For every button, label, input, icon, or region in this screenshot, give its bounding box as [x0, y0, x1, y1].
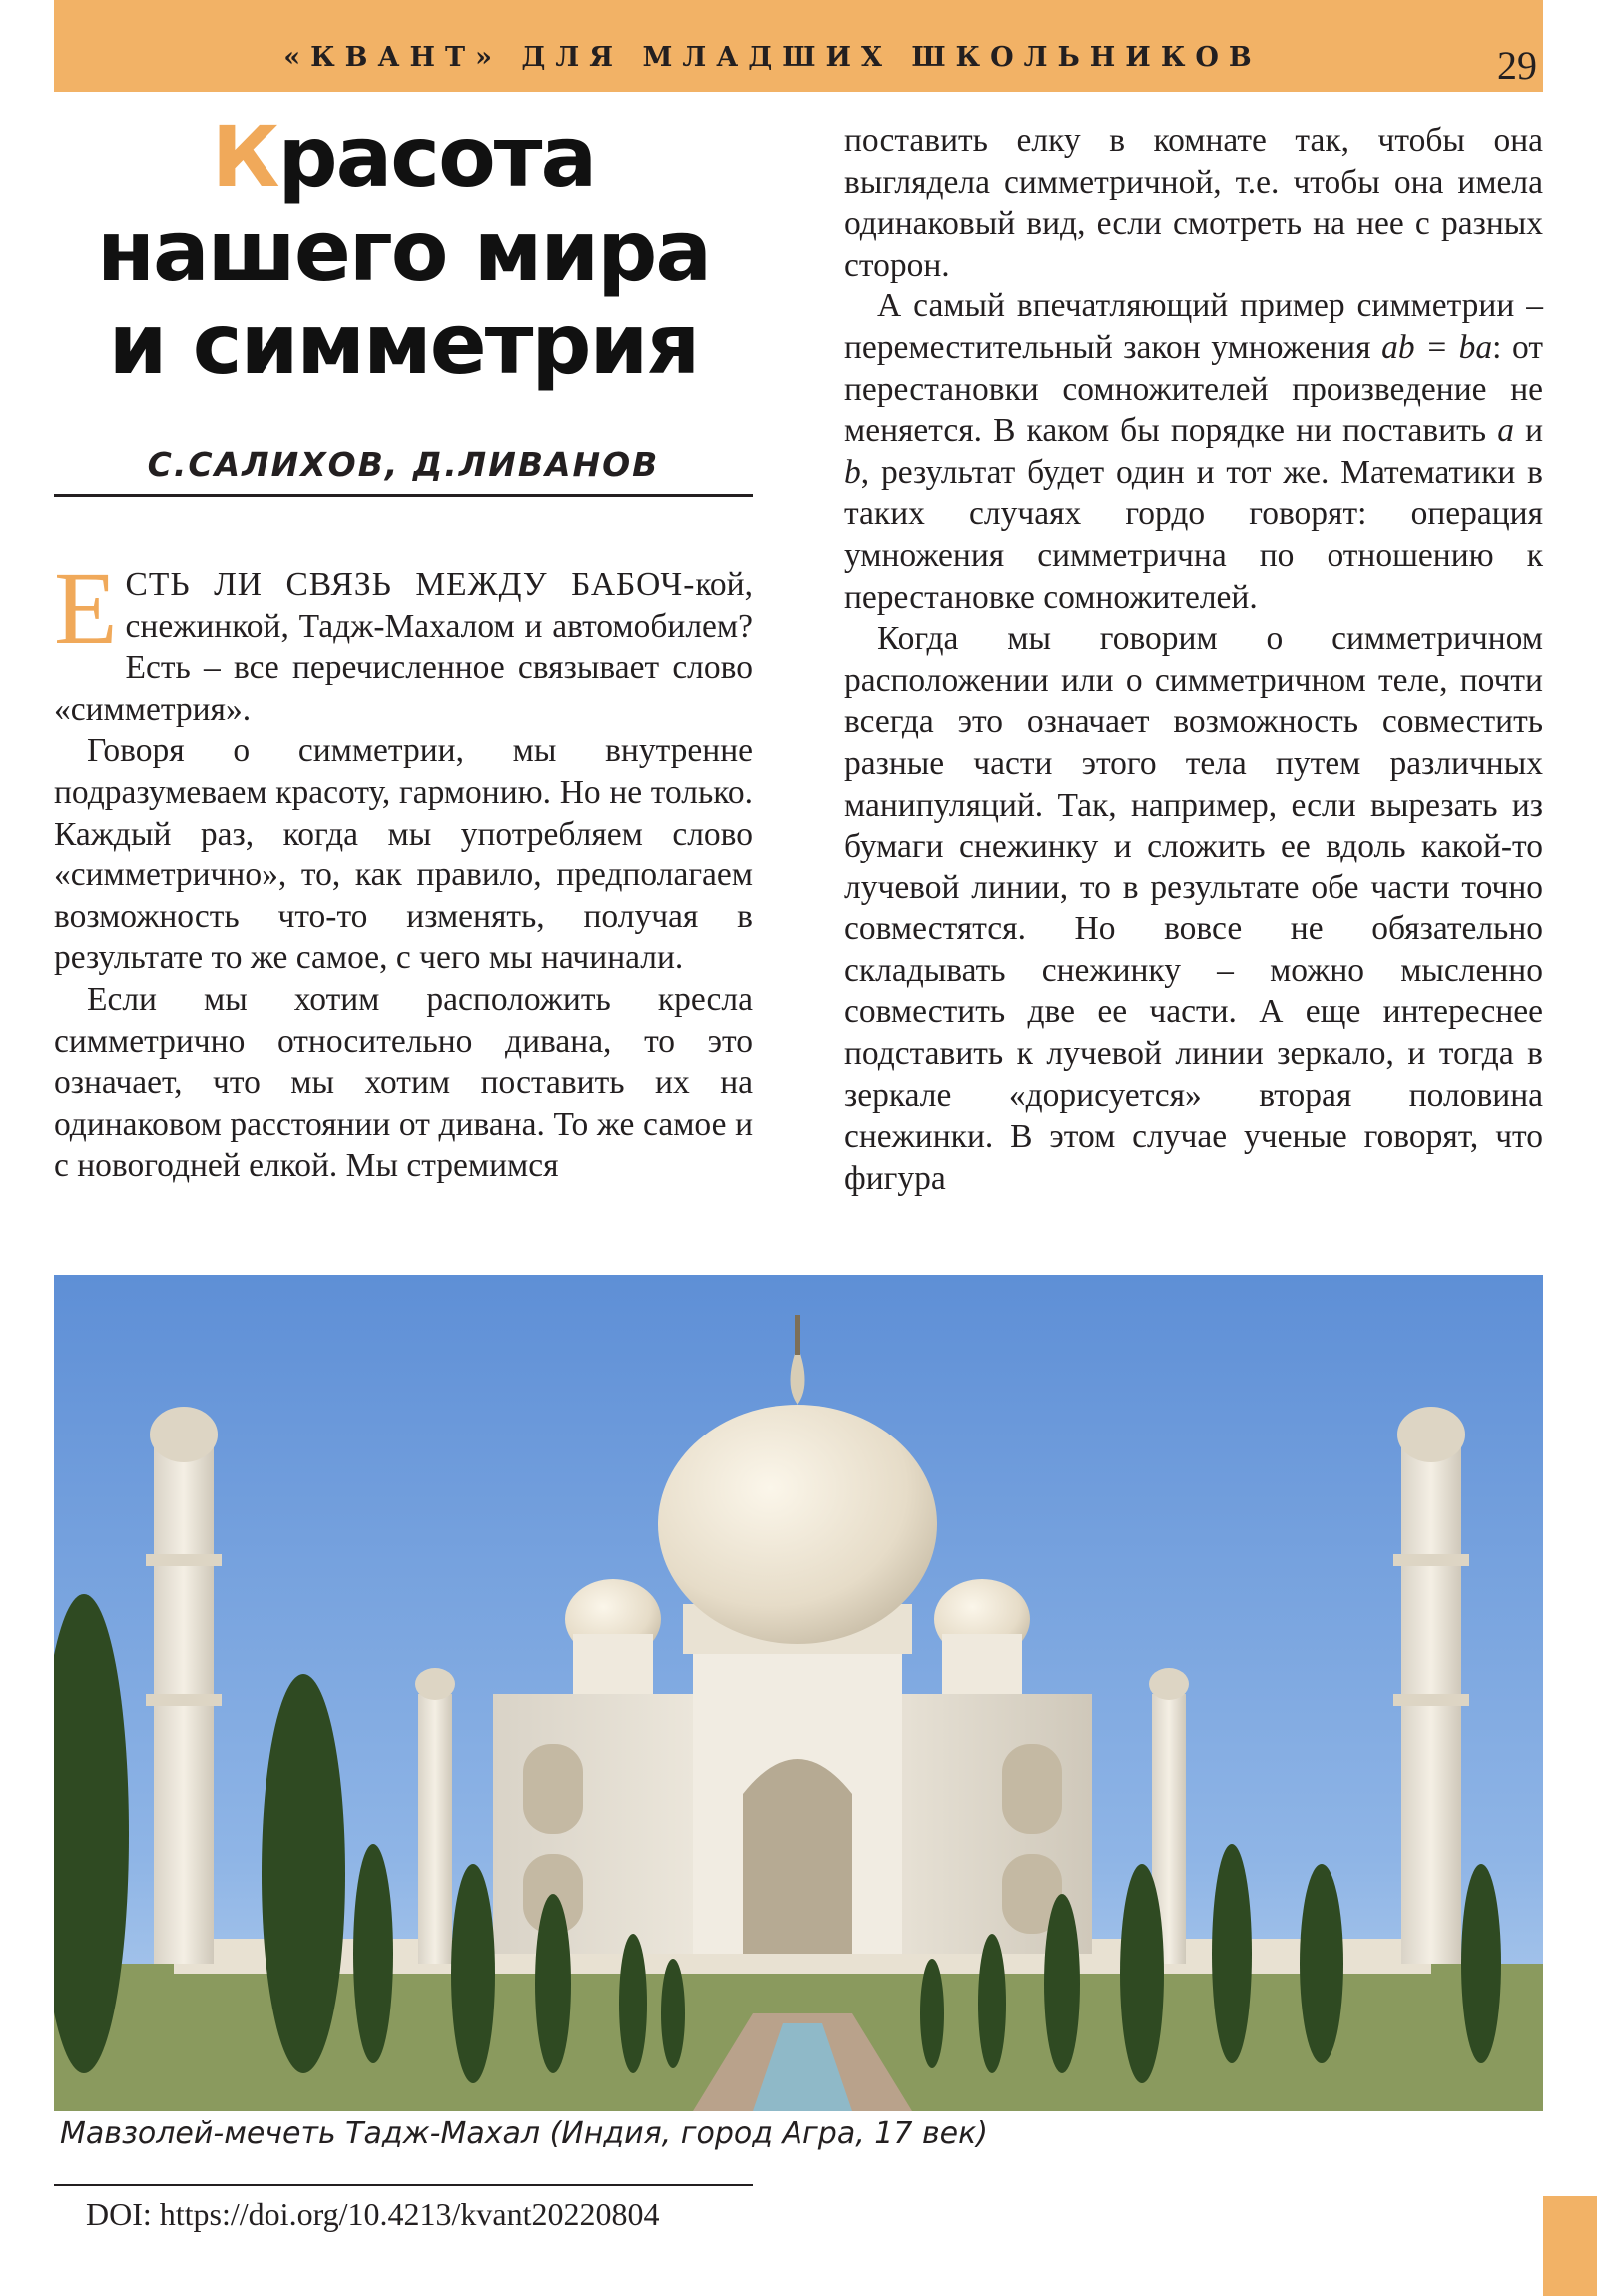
taj-mahal-illustration — [54, 1275, 1543, 2111]
formula-commutative: ab = ba — [1381, 328, 1493, 366]
paragraph-5 — [844, 286, 1543, 618]
paragraph-6: Когда мы говорим о симметричном расположении или о симметричном теле, почти всегда это означает возможность совместить разные части этого тела путем различных манипуляций. Так, например, если вырезать из бумаги снежинку и сложить ее вдоль какой-то лучевой линии, то в результате обе части точно совместятся. Но вовсе не обязательно складывать снежинку – можно мысленно совместить две ее части. А еще интереснее подставить к лучевой линии зеркало, и тогда в зеркале «дорисуется» вторая половина снежинки. В этом случае ученые говорят, что фигура — [844, 620, 1543, 1197]
running-head: «КВАНТ» ДЛЯ МЛАДШИХ ШКОЛЬНИКОВ — [283, 42, 1262, 73]
drop-cap: Е — [54, 551, 118, 666]
title-line1: расота — [277, 108, 596, 206]
paragraph-4: поставить елку в комнате так, чтобы она выглядела симметричной, т.е. чтобы она имела одинаковый вид, если смотреть на нее с разных сторон. — [844, 122, 1543, 284]
title-line2: нашего мира — [96, 202, 711, 299]
taj-mahal-photo — [54, 1275, 1543, 2111]
paragraph-5-text-a: А самый впечатляющий пример симметрии – переместительный закон умножения — [844, 287, 1543, 366]
authors: С.САЛИХОВ, Д.ЛИВАНОВ — [147, 445, 660, 484]
paragraph-2: Говоря о симметрии, мы внутренне подразумеваем красоту, гармонию. Но не только. Каждый раз, когда мы употребляем слово «симметрично», то, как правило, предполагаем возможность что-то изменять, получая в результате то же самое, с чего мы начинали. — [54, 732, 753, 977]
title-rule — [54, 494, 753, 497]
paragraph-1-text: кой, снежинкой, Тадж-Махалом и автомобилем? Есть – все перечисленное связывает слово «симметрия». — [54, 566, 753, 728]
left-column — [54, 551, 753, 1187]
variable-a: a — [1497, 412, 1514, 450]
doi-rule — [54, 2184, 753, 2186]
opening-caps: СТЬ ЛИ СВЯЗЬ МЕЖДУ БАБОЧ- — [125, 566, 696, 603]
paragraph-5-text-c: и — [1513, 412, 1543, 450]
title-initial: К — [211, 108, 278, 206]
paragraph-5-text-b: : от перестановки сомножителей произведение не меняется. В каком бы порядке ни поставить — [844, 328, 1543, 450]
right-column — [844, 120, 1543, 1199]
variable-b: b — [844, 453, 861, 491]
figure-caption: Мавзолей-мечеть Тадж-Махал (Индия, город Агра, 17 век) — [60, 2116, 988, 2151]
page-number: 29 — [1497, 43, 1537, 88]
title-line3: и симметрия — [108, 295, 699, 393]
paragraph-5-text-d: , результат будет один и тот же. Математики в таких случаях гордо говорят: операция умножения симметрична по отношению к перестановке сомножителей. — [844, 453, 1543, 616]
corner-tab — [1543, 2196, 1597, 2296]
article-title — [54, 110, 753, 391]
paragraph-3: Если мы хотим расположить кресла симметрично относительно дивана, то это означает, что мы хотим поставить их на одинаковом расстоянии от дивана. То же самое и с новогодней елкой. Мы стремимся — [54, 980, 753, 1185]
paragraph-1 — [54, 551, 753, 730]
doi-link[interactable]: DOI: https://doi.org/10.4213/kvant20220804 — [86, 2196, 660, 2232]
